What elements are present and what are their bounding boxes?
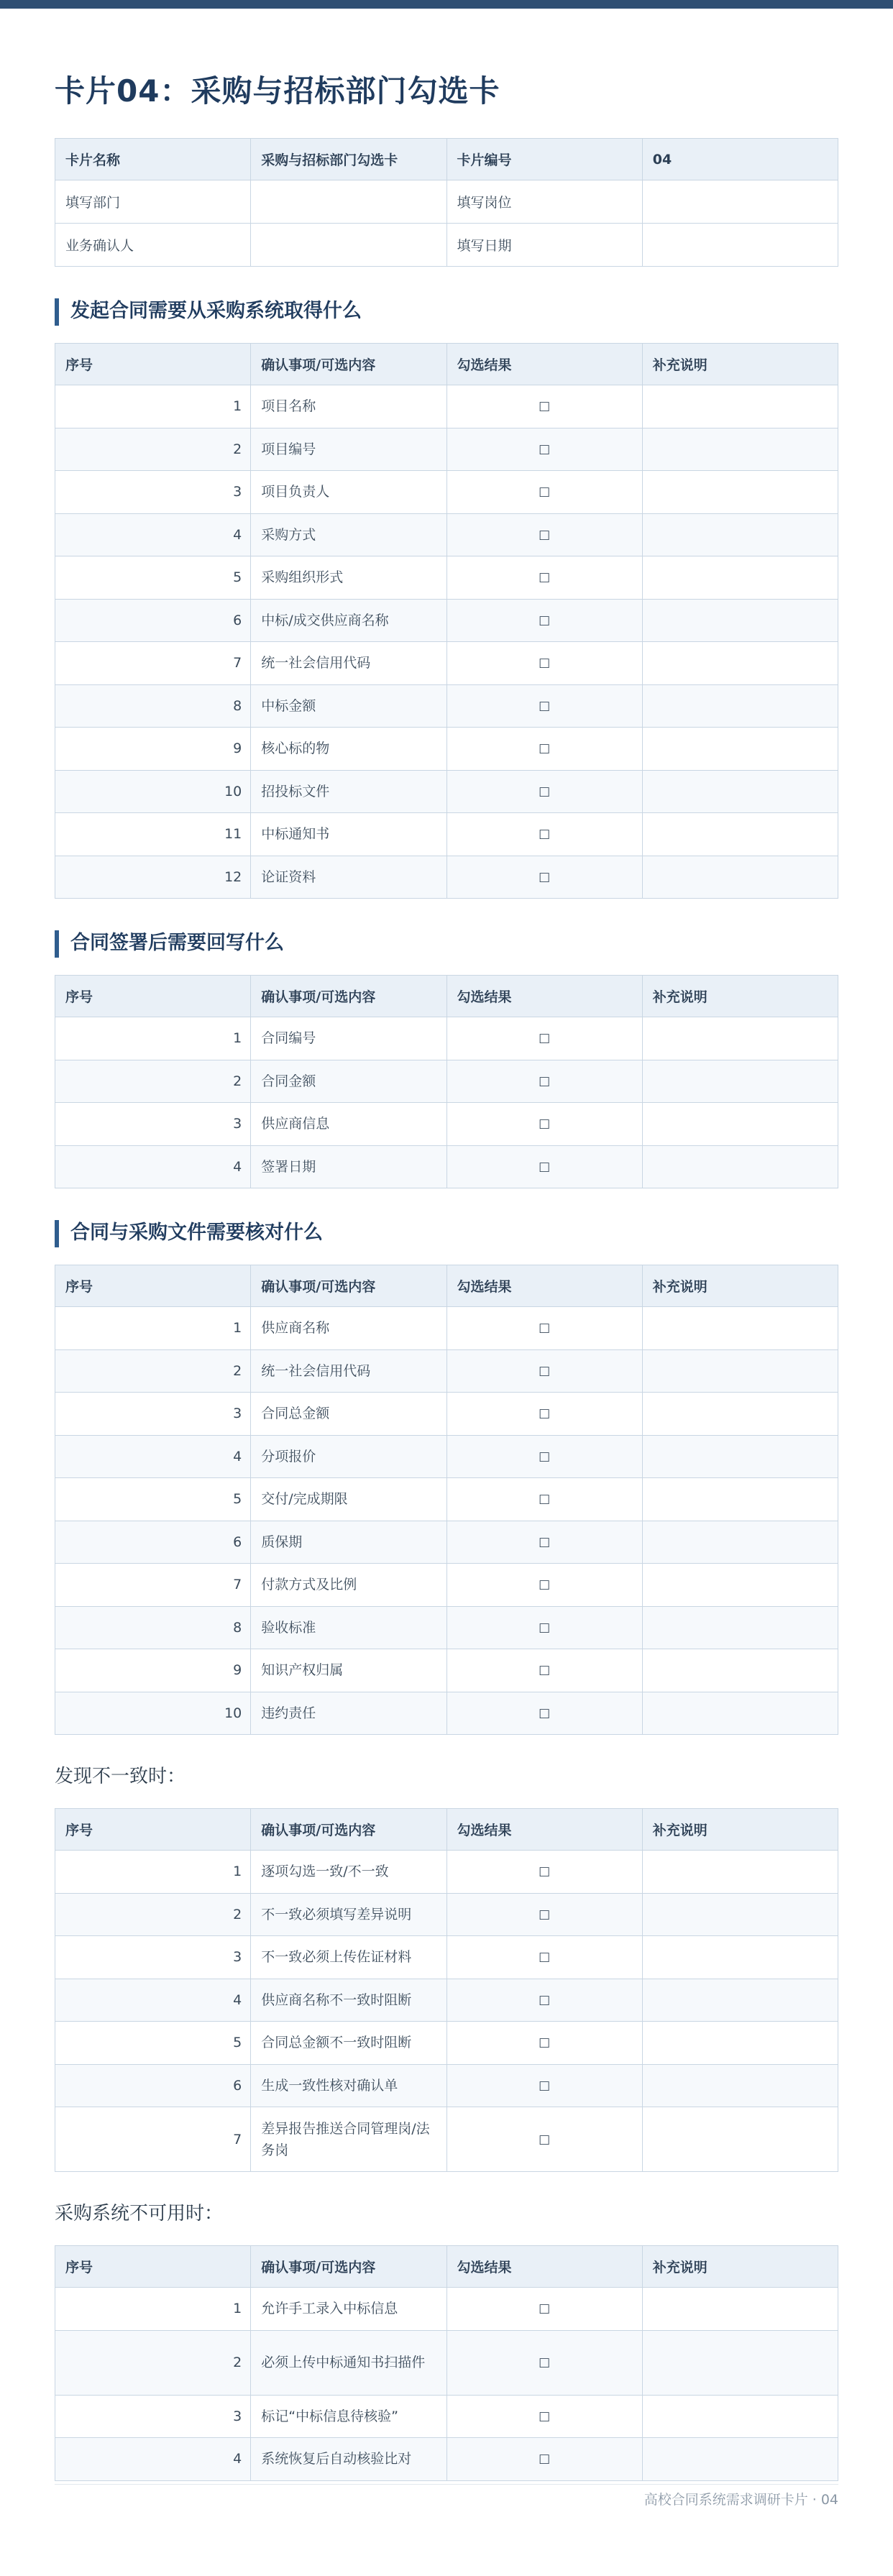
info-label-department: 填写部门 (55, 180, 251, 224)
row-number: 8 (55, 1606, 251, 1649)
row-item-label: 质保期 (251, 1521, 446, 1564)
row-number: 10 (55, 770, 251, 813)
table-row (55, 2330, 838, 2395)
note-input-cell[interactable] (642, 2107, 838, 2172)
column-header-note: 补充说明 (642, 976, 838, 1017)
checkbox-cell (446, 1851, 642, 1894)
row-item-label: 中标通知书 (251, 813, 446, 856)
column-header-item: 确认事项/可选内容 (251, 2246, 446, 2288)
checkbox-cell (446, 728, 642, 771)
column-header-note: 补充说明 (642, 344, 838, 385)
table-header-row (55, 2246, 838, 2288)
checkbox-cell (446, 428, 642, 471)
info-value-card-number: 04 (642, 139, 838, 180)
checkbox-cell (446, 385, 642, 428)
checkbox[interactable]: □ (539, 2035, 551, 2050)
note-input-cell[interactable] (642, 1692, 838, 1735)
checkbox[interactable]: □ (539, 1159, 551, 1174)
checkbox[interactable]: □ (539, 2408, 551, 2424)
checkbox[interactable]: □ (539, 869, 551, 884)
checkbox-cell (446, 1606, 642, 1649)
note-input-cell[interactable] (642, 513, 838, 556)
note-input-cell[interactable] (642, 1435, 838, 1478)
table-row (55, 2438, 838, 2481)
checkbox-cell (446, 642, 642, 685)
column-header-result: 勾选结果 (446, 976, 642, 1017)
table-row (55, 813, 838, 856)
card-page (0, 68, 893, 2481)
note-input-cell[interactable] (642, 1060, 838, 1103)
column-header-number: 序号 (55, 1265, 251, 1307)
row-item-label: 供应商名称不一致时阻断 (251, 1979, 446, 2022)
checkbox-cell (446, 1017, 642, 1060)
checkbox-cell (446, 856, 642, 899)
row-item-label: 分项报价 (251, 1435, 446, 1478)
table-row (55, 1606, 838, 1649)
table-row (55, 1936, 838, 1979)
checkbox[interactable]: □ (539, 1907, 551, 1922)
column-header-result: 勾选结果 (446, 344, 642, 385)
checkbox[interactable]: □ (539, 1492, 551, 1507)
checkbox-cell (446, 1060, 642, 1103)
row-number: 5 (55, 2022, 251, 2065)
table-row (55, 1349, 838, 1393)
row-number: 2 (55, 1060, 251, 1103)
note-input-cell[interactable] (642, 813, 838, 856)
checkbox-cell (446, 1979, 642, 2022)
row-item-label: 标记“中标信息待核验” (251, 2395, 446, 2438)
checkbox[interactable]: □ (539, 441, 551, 457)
checkbox[interactable]: □ (539, 1620, 551, 1635)
column-header-item: 确认事项/可选内容 (251, 1265, 446, 1307)
checkbox-cell (446, 1692, 642, 1735)
column-header-number: 序号 (55, 1809, 251, 1851)
table-row (55, 471, 838, 514)
table-row (55, 770, 838, 813)
table-row (55, 1060, 838, 1103)
row-number: 10 (55, 1692, 251, 1735)
note-input-cell[interactable] (642, 1979, 838, 2022)
info-row-confirmer (55, 224, 838, 267)
row-item-label: 违约责任 (251, 1692, 446, 1735)
column-header-item: 确认事项/可选内容 (251, 976, 446, 1017)
note-input-cell[interactable] (642, 2395, 838, 2438)
info-label-card-number: 卡片编号 (446, 139, 642, 180)
note-input-cell[interactable] (642, 428, 838, 471)
table-row (55, 1307, 838, 1350)
info-input-department[interactable] (251, 180, 446, 224)
section-heading: 发现不一致时： (55, 1766, 186, 1787)
note-input-cell[interactable] (642, 1851, 838, 1894)
checkbox[interactable]: □ (539, 1705, 551, 1720)
info-header-row (55, 139, 838, 180)
checkbox-cell (446, 770, 642, 813)
row-number: 12 (55, 856, 251, 899)
checklist-table (55, 343, 838, 899)
checkbox-cell (446, 513, 642, 556)
section-heading: 合同与采购文件需要核对什么 (55, 1220, 838, 1247)
checklist-table (55, 975, 838, 1188)
checkbox-cell (446, 684, 642, 728)
note-input-cell[interactable] (642, 2022, 838, 2065)
column-header-note: 补充说明 (642, 1809, 838, 1851)
row-item-label: 差异报告推送合同管理岗/法务岗 (251, 2107, 446, 2172)
row-number: 4 (55, 1435, 251, 1478)
info-label-position: 填写岗位 (446, 180, 642, 224)
table-row (55, 1692, 838, 1735)
footer-divider (55, 2484, 838, 2485)
column-header-result: 勾选结果 (446, 1809, 642, 1851)
row-number: 1 (55, 1851, 251, 1894)
note-input-cell[interactable] (642, 728, 838, 771)
checkbox-cell (446, 1564, 642, 1607)
checkbox[interactable]: □ (539, 1031, 551, 1046)
column-header-result: 勾选结果 (446, 2246, 642, 2288)
table-row (55, 599, 838, 642)
row-item-label: 必须上传中标通知书扫描件 (251, 2330, 446, 2395)
note-input-cell[interactable] (642, 770, 838, 813)
row-item-label: 允许手工录入中标信息 (251, 2288, 446, 2331)
row-number: 1 (55, 385, 251, 428)
checkbox[interactable]: □ (539, 1321, 551, 1336)
note-input-cell[interactable] (642, 1103, 838, 1146)
card-info-table (55, 138, 838, 267)
table-header-row (55, 1809, 838, 1851)
checklist-sections (55, 298, 838, 2481)
checkbox-cell (446, 599, 642, 642)
note-input-cell[interactable] (642, 1564, 838, 1607)
checkbox-cell (446, 2288, 642, 2331)
row-item-label: 合同编号 (251, 1017, 446, 1060)
note-input-cell[interactable] (642, 2438, 838, 2481)
note-input-cell[interactable] (642, 684, 838, 728)
checkbox-cell (446, 1893, 642, 1936)
table-row (55, 2107, 838, 2172)
checkbox[interactable]: □ (539, 1577, 551, 1592)
info-row-department (55, 180, 838, 224)
row-item-label: 采购方式 (251, 513, 446, 556)
row-item-label: 合同金额 (251, 1060, 446, 1103)
note-input-cell[interactable] (642, 471, 838, 514)
checkbox[interactable]: □ (539, 741, 551, 756)
checkbox[interactable]: □ (539, 485, 551, 500)
table-row (55, 684, 838, 728)
row-item-label: 验收标准 (251, 1606, 446, 1649)
row-number: 2 (55, 428, 251, 471)
row-number: 4 (55, 2438, 251, 2481)
column-header-number: 序号 (55, 976, 251, 1017)
section-heading: 采购系统不可用时： (55, 2203, 224, 2224)
info-label-confirmer: 业务确认人 (55, 224, 251, 267)
checklist-table (55, 2245, 838, 2481)
checkbox-cell (446, 2438, 642, 2481)
note-input-cell[interactable] (642, 599, 838, 642)
section-heading: 发起合同需要从采购系统取得什么 (55, 298, 838, 326)
row-item-label: 项目编号 (251, 428, 446, 471)
info-input-date[interactable] (642, 224, 838, 267)
checkbox-cell (446, 556, 642, 600)
column-header-item: 确认事项/可选内容 (251, 1809, 446, 1851)
checkbox[interactable]: □ (539, 2078, 551, 2093)
checkbox[interactable]: □ (539, 698, 551, 713)
note-input-cell[interactable] (642, 556, 838, 600)
row-number: 2 (55, 1893, 251, 1936)
checkbox-cell (446, 1936, 642, 1979)
row-number: 3 (55, 1103, 251, 1146)
checkbox[interactable]: □ (539, 1406, 551, 1421)
table-row (55, 1649, 838, 1692)
checkbox-cell (446, 813, 642, 856)
column-header-number: 序号 (55, 2246, 251, 2288)
table-header-row (55, 1265, 838, 1307)
row-number: 5 (55, 1478, 251, 1521)
row-item-label: 统一社会信用代码 (251, 642, 446, 685)
table-row (55, 1478, 838, 1521)
note-input-cell[interactable] (642, 1649, 838, 1692)
checkbox[interactable]: □ (539, 2132, 551, 2147)
row-number: 1 (55, 2288, 251, 2331)
row-number: 1 (55, 1307, 251, 1350)
table-row (55, 2022, 838, 2065)
table-row (55, 1851, 838, 1894)
row-number: 3 (55, 2395, 251, 2438)
row-number: 9 (55, 728, 251, 771)
table-row (55, 1521, 838, 1564)
row-number: 6 (55, 1521, 251, 1564)
checkbox[interactable]: □ (539, 827, 551, 842)
row-number: 4 (55, 1145, 251, 1188)
note-input-cell[interactable] (642, 1307, 838, 1350)
row-number: 3 (55, 471, 251, 514)
checkbox-cell (446, 2330, 642, 2395)
checkbox-cell (446, 1103, 642, 1146)
checkbox[interactable]: □ (539, 1864, 551, 1879)
row-number: 2 (55, 2330, 251, 2395)
info-value-card-name: 采购与招标部门勾选卡 (251, 139, 446, 180)
table-row (55, 2064, 838, 2107)
note-input-cell[interactable] (642, 1349, 838, 1393)
checkbox[interactable]: □ (539, 1073, 551, 1088)
checkbox[interactable]: □ (539, 2355, 551, 2370)
row-item-label: 系统恢复后自动核验比对 (251, 2438, 446, 2481)
row-item-label: 项目名称 (251, 385, 446, 428)
row-item-label: 合同总金额 (251, 1393, 446, 1436)
checkbox[interactable]: □ (539, 570, 551, 585)
checkbox-cell (446, 2022, 642, 2065)
checklist-table (55, 1265, 838, 1735)
table-row (55, 2395, 838, 2438)
row-item-label: 供应商信息 (251, 1103, 446, 1146)
note-input-cell[interactable] (642, 1893, 838, 1936)
checkbox[interactable]: □ (539, 613, 551, 628)
checkbox[interactable]: □ (539, 527, 551, 542)
row-item-label: 生成一致性核对确认单 (251, 2064, 446, 2107)
checkbox-cell (446, 1307, 642, 1350)
row-number: 4 (55, 1979, 251, 2022)
row-item-label: 供应商名称 (251, 1307, 446, 1350)
table-row (55, 1017, 838, 1060)
column-header-note: 补充说明 (642, 1265, 838, 1307)
table-row (55, 513, 838, 556)
column-header-note: 补充说明 (642, 2246, 838, 2288)
checklist-table (55, 1808, 838, 2172)
checkbox-cell (446, 1145, 642, 1188)
row-item-label: 统一社会信用代码 (251, 1349, 446, 1393)
checkbox-cell (446, 1521, 642, 1564)
note-input-cell[interactable] (642, 1521, 838, 1564)
table-row (55, 556, 838, 600)
table-row (55, 385, 838, 428)
note-input-cell[interactable] (642, 385, 838, 428)
row-item-label: 逐项勾选一致/不一致 (251, 1851, 446, 1894)
table-row (55, 1145, 838, 1188)
column-header-item: 确认事项/可选内容 (251, 344, 446, 385)
note-input-cell[interactable] (642, 2330, 838, 2395)
row-number: 3 (55, 1393, 251, 1436)
row-number: 4 (55, 513, 251, 556)
checkbox[interactable]: □ (539, 2452, 551, 2467)
row-item-label: 付款方式及比例 (251, 1564, 446, 1607)
column-header-result: 勾选结果 (446, 1265, 642, 1307)
footer-caption: 高校合同系统需求调研卡片 · 04 (644, 2492, 838, 2508)
checkbox[interactable]: □ (539, 1363, 551, 1378)
row-item-label: 交付/完成期限 (251, 1478, 446, 1521)
section-heading: 合同签署后需要回写什么 (55, 930, 838, 958)
checkbox-cell (446, 1649, 642, 1692)
row-item-label: 项目负责人 (251, 471, 446, 514)
note-input-cell[interactable] (642, 642, 838, 685)
row-number: 7 (55, 2107, 251, 2172)
table-row (55, 1979, 838, 2022)
column-header-number: 序号 (55, 344, 251, 385)
note-input-cell[interactable] (642, 1393, 838, 1436)
row-number: 8 (55, 684, 251, 728)
note-input-cell[interactable] (642, 1936, 838, 1979)
note-input-cell[interactable] (642, 2064, 838, 2107)
note-input-cell[interactable] (642, 856, 838, 899)
note-input-cell[interactable] (642, 2288, 838, 2331)
row-number: 7 (55, 1564, 251, 1607)
row-item-label: 不一致必须填写差异说明 (251, 1893, 446, 1936)
checkbox-cell (446, 471, 642, 514)
checkbox[interactable]: □ (539, 1117, 551, 1132)
row-number: 7 (55, 642, 251, 685)
row-item-label: 招投标文件 (251, 770, 446, 813)
table-header-row (55, 976, 838, 1017)
row-number: 1 (55, 1017, 251, 1060)
row-item-label: 不一致必须上传佐证材料 (251, 1936, 446, 1979)
row-item-label: 论证资料 (251, 856, 446, 899)
note-input-cell[interactable] (642, 1606, 838, 1649)
table-row (55, 1564, 838, 1607)
row-number: 6 (55, 599, 251, 642)
table-header-row (55, 344, 838, 385)
row-item-label: 中标/成交供应商名称 (251, 599, 446, 642)
table-row (55, 856, 838, 899)
checkbox[interactable]: □ (539, 1663, 551, 1678)
note-input-cell[interactable] (642, 1478, 838, 1521)
info-label-date: 填写日期 (446, 224, 642, 267)
checkbox-cell (446, 1393, 642, 1436)
table-row (55, 1435, 838, 1478)
row-item-label: 合同总金额不一致时阻断 (251, 2022, 446, 2065)
row-item-label: 知识产权归属 (251, 1649, 446, 1692)
table-row (55, 1393, 838, 1436)
table-row (55, 2288, 838, 2331)
checkbox-cell (446, 2107, 642, 2172)
page-title: 卡片04：采购与招标部门勾选卡 (55, 73, 500, 109)
checkbox-cell (446, 1349, 642, 1393)
checkbox[interactable]: □ (539, 1534, 551, 1549)
row-number: 5 (55, 556, 251, 600)
table-row (55, 1103, 838, 1146)
info-label-card-name: 卡片名称 (55, 139, 251, 180)
note-input-cell[interactable] (642, 1017, 838, 1060)
row-item-label: 核心标的物 (251, 728, 446, 771)
table-row (55, 728, 838, 771)
checkbox[interactable]: □ (539, 1449, 551, 1464)
checkbox-cell (446, 1435, 642, 1478)
checkbox-cell (446, 2395, 642, 2438)
checkbox[interactable]: □ (539, 1992, 551, 2007)
checkbox[interactable]: □ (539, 2301, 551, 2316)
checkbox[interactable]: □ (539, 1950, 551, 1965)
top-accent-bar (0, 0, 893, 9)
checkbox[interactable]: □ (539, 656, 551, 671)
checkbox-cell (446, 2064, 642, 2107)
note-input-cell[interactable] (642, 1145, 838, 1188)
row-number: 3 (55, 1936, 251, 1979)
checkbox-cell (446, 1478, 642, 1521)
table-row (55, 428, 838, 471)
row-number: 11 (55, 813, 251, 856)
checkbox[interactable]: □ (539, 784, 551, 799)
table-row (55, 1893, 838, 1936)
table-row (55, 642, 838, 685)
row-number: 6 (55, 2064, 251, 2107)
info-input-position[interactable] (642, 180, 838, 224)
row-number: 9 (55, 1649, 251, 1692)
row-item-label: 签署日期 (251, 1145, 446, 1188)
info-input-confirmer[interactable] (251, 224, 446, 267)
row-number: 2 (55, 1349, 251, 1393)
row-item-label: 采购组织形式 (251, 556, 446, 600)
checkbox[interactable]: □ (539, 399, 551, 414)
row-item-label: 中标金额 (251, 684, 446, 728)
